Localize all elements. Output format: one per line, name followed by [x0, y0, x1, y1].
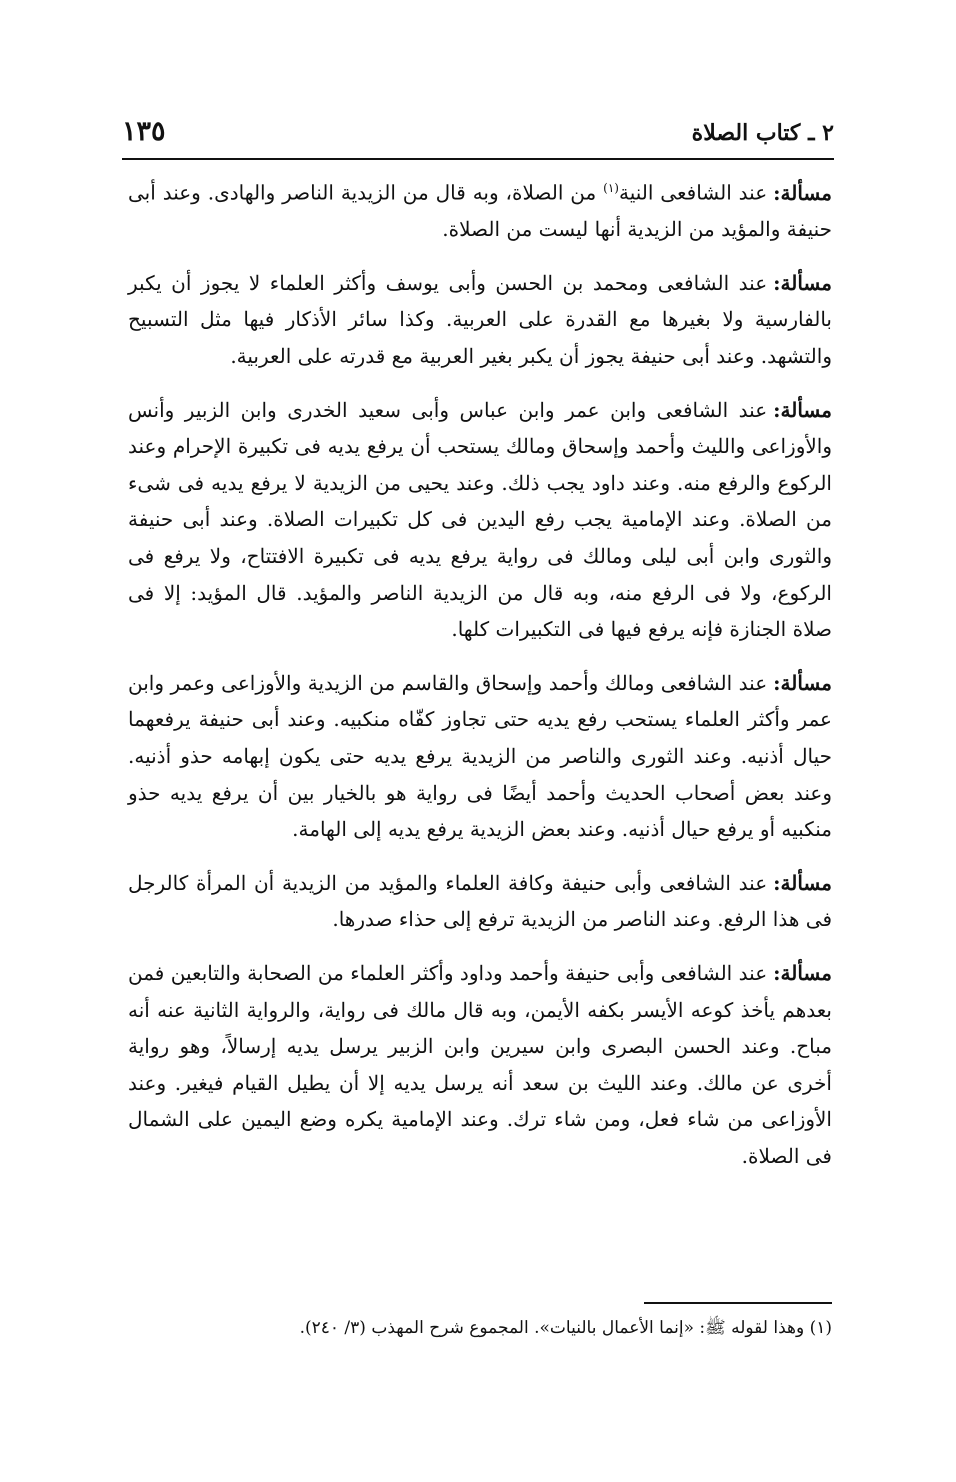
footnote: (١) وهذا لقوله ﷺ: «إنما الأعمال بالنيات». المجموع شرح المهذب (٣/ ٢٤٠). [299, 1318, 832, 1338]
page-number: ١٣٥ [122, 116, 166, 147]
paragraph-text: عند الشافعى النية [618, 180, 768, 205]
footnote-marker: (١) [603, 181, 619, 195]
paragraph-text: عند الشافعى ومالك وأحمد وإسحاق والقاسم من الزيدية والأوزاعى وعمر وابن عمر وأكثر العلماء يستحب رفع يديه حتى تجاوز كفّاه منكبيه. وعند أبى حنيفة يرفعهما حيال أذنيه. وعند الثورى والناصر من الزيدية يرفع يديه حتى يكون إبهامه حذو أذنيه. وعند بعض أصحاب الحديث وأحمد أيضًا فى رواية هو بالخيار بين أن يرفع يديه حذو منكبيه أو يرفع حيال أذنيه. وعند بعض الزيدية يرفع يديه إلى الهامة. [128, 670, 832, 842]
paragraph-3 [128, 392, 832, 648]
paragraph-text: عند الشافعى وأبى حنيفة وأحمد وداود وأكثر العلماء من الصحابة والتابعين فمن بعدهم يأخذ كوعه الأيسر بكفه الأيمن، وبه قال مالك فى رواية، والرواية الثانية عنه أنه مباح. وعند الحسن البصرى وابن سيرين وابن الزبير يرسل يديه إرسالاً، وهو رواية أخرى عن مالك. وعند الليث بن سعد أنه يرسل يديه إلا أن يطيل القيام فيغير. وعند الأوزاعى من شاء فعل، ومن شاء ترك. وعند الإمامية يكره وضع اليمين على الشمال فى الصلاة. [128, 960, 832, 1168]
paragraph-1 [128, 170, 832, 248]
footnote-divider [644, 1302, 832, 1304]
paragraph-text: عند الشافعى وأبى حنيفة وكافة العلماء والمؤيد من الزيدية أن المرأة كالرجل فى هذا الرفع. وعند الناصر من الزيدية ترفع إلى حذاء صدرها. [128, 870, 832, 932]
paragraph-5 [128, 865, 832, 938]
paragraph-4 [128, 665, 832, 848]
issue-label: مسألة: [773, 180, 832, 205]
paragraph-text: عند الشافعى ومحمد بن الحسن وأبى يوسف وأكثر العلماء لا يجوز أن يكبر بالفارسية ولا بغيرها مع القدرة على العربية. وكذا سائر الأذكار فيها مثل التسبيح والتشهد. وعند أبى حنيفة يجوز أن يكبر بغير العربية مع قدرته على العربية. [128, 270, 832, 369]
paragraph-text: عند الشافعى وابن عمر وابن عباس وأبى سعيد الخدرى وابن الزبير وأنس والأوزاعى والليث وأحمد وإسحاق ومالك يستحب أن يرفع يديه فى تكبيرة الإحرام وعند الركوع والرفع منه. وعند داود يجب ذلك. وعند يحيى من الزيدية لا يرفع يديه فى شىء من الصلاة. وعند الإمامية يجب رفع اليدين فى كل تكبيرات الصلاة. وعند أبى حنيفة والثورى وابن أبى ليلى ومالك فى رواية يرفع يديه فى تكبيرة الافتتاح، ولا يرفع فى الركوع، ولا فى الرفع منه، وبه قال من الزيدية الناصر والمؤيد. قال المؤيد: إلا فى صلاة الجنازة فإنه يرفع فيها فى التكبيرات كلها. [128, 397, 832, 642]
running-title: ٢ ـ كتاب الصلاة [691, 120, 834, 146]
issue-label: مسألة: [773, 670, 832, 695]
issue-label: مسألة: [773, 870, 832, 895]
page-body [128, 170, 832, 1192]
issue-label: مسألة: [773, 270, 832, 295]
issue-label: مسألة: [773, 960, 832, 985]
issue-label: مسألة: [773, 397, 832, 422]
paragraph-text: من الصلاة، وبه قال من الزيدية الناصر والهادى. وعند أبى حنيفة والمؤيد من الزيدية أنها ليست من الصلاة. [128, 180, 832, 242]
page-header [122, 112, 834, 160]
paragraph-2 [128, 265, 832, 375]
paragraph-6 [128, 955, 832, 1175]
